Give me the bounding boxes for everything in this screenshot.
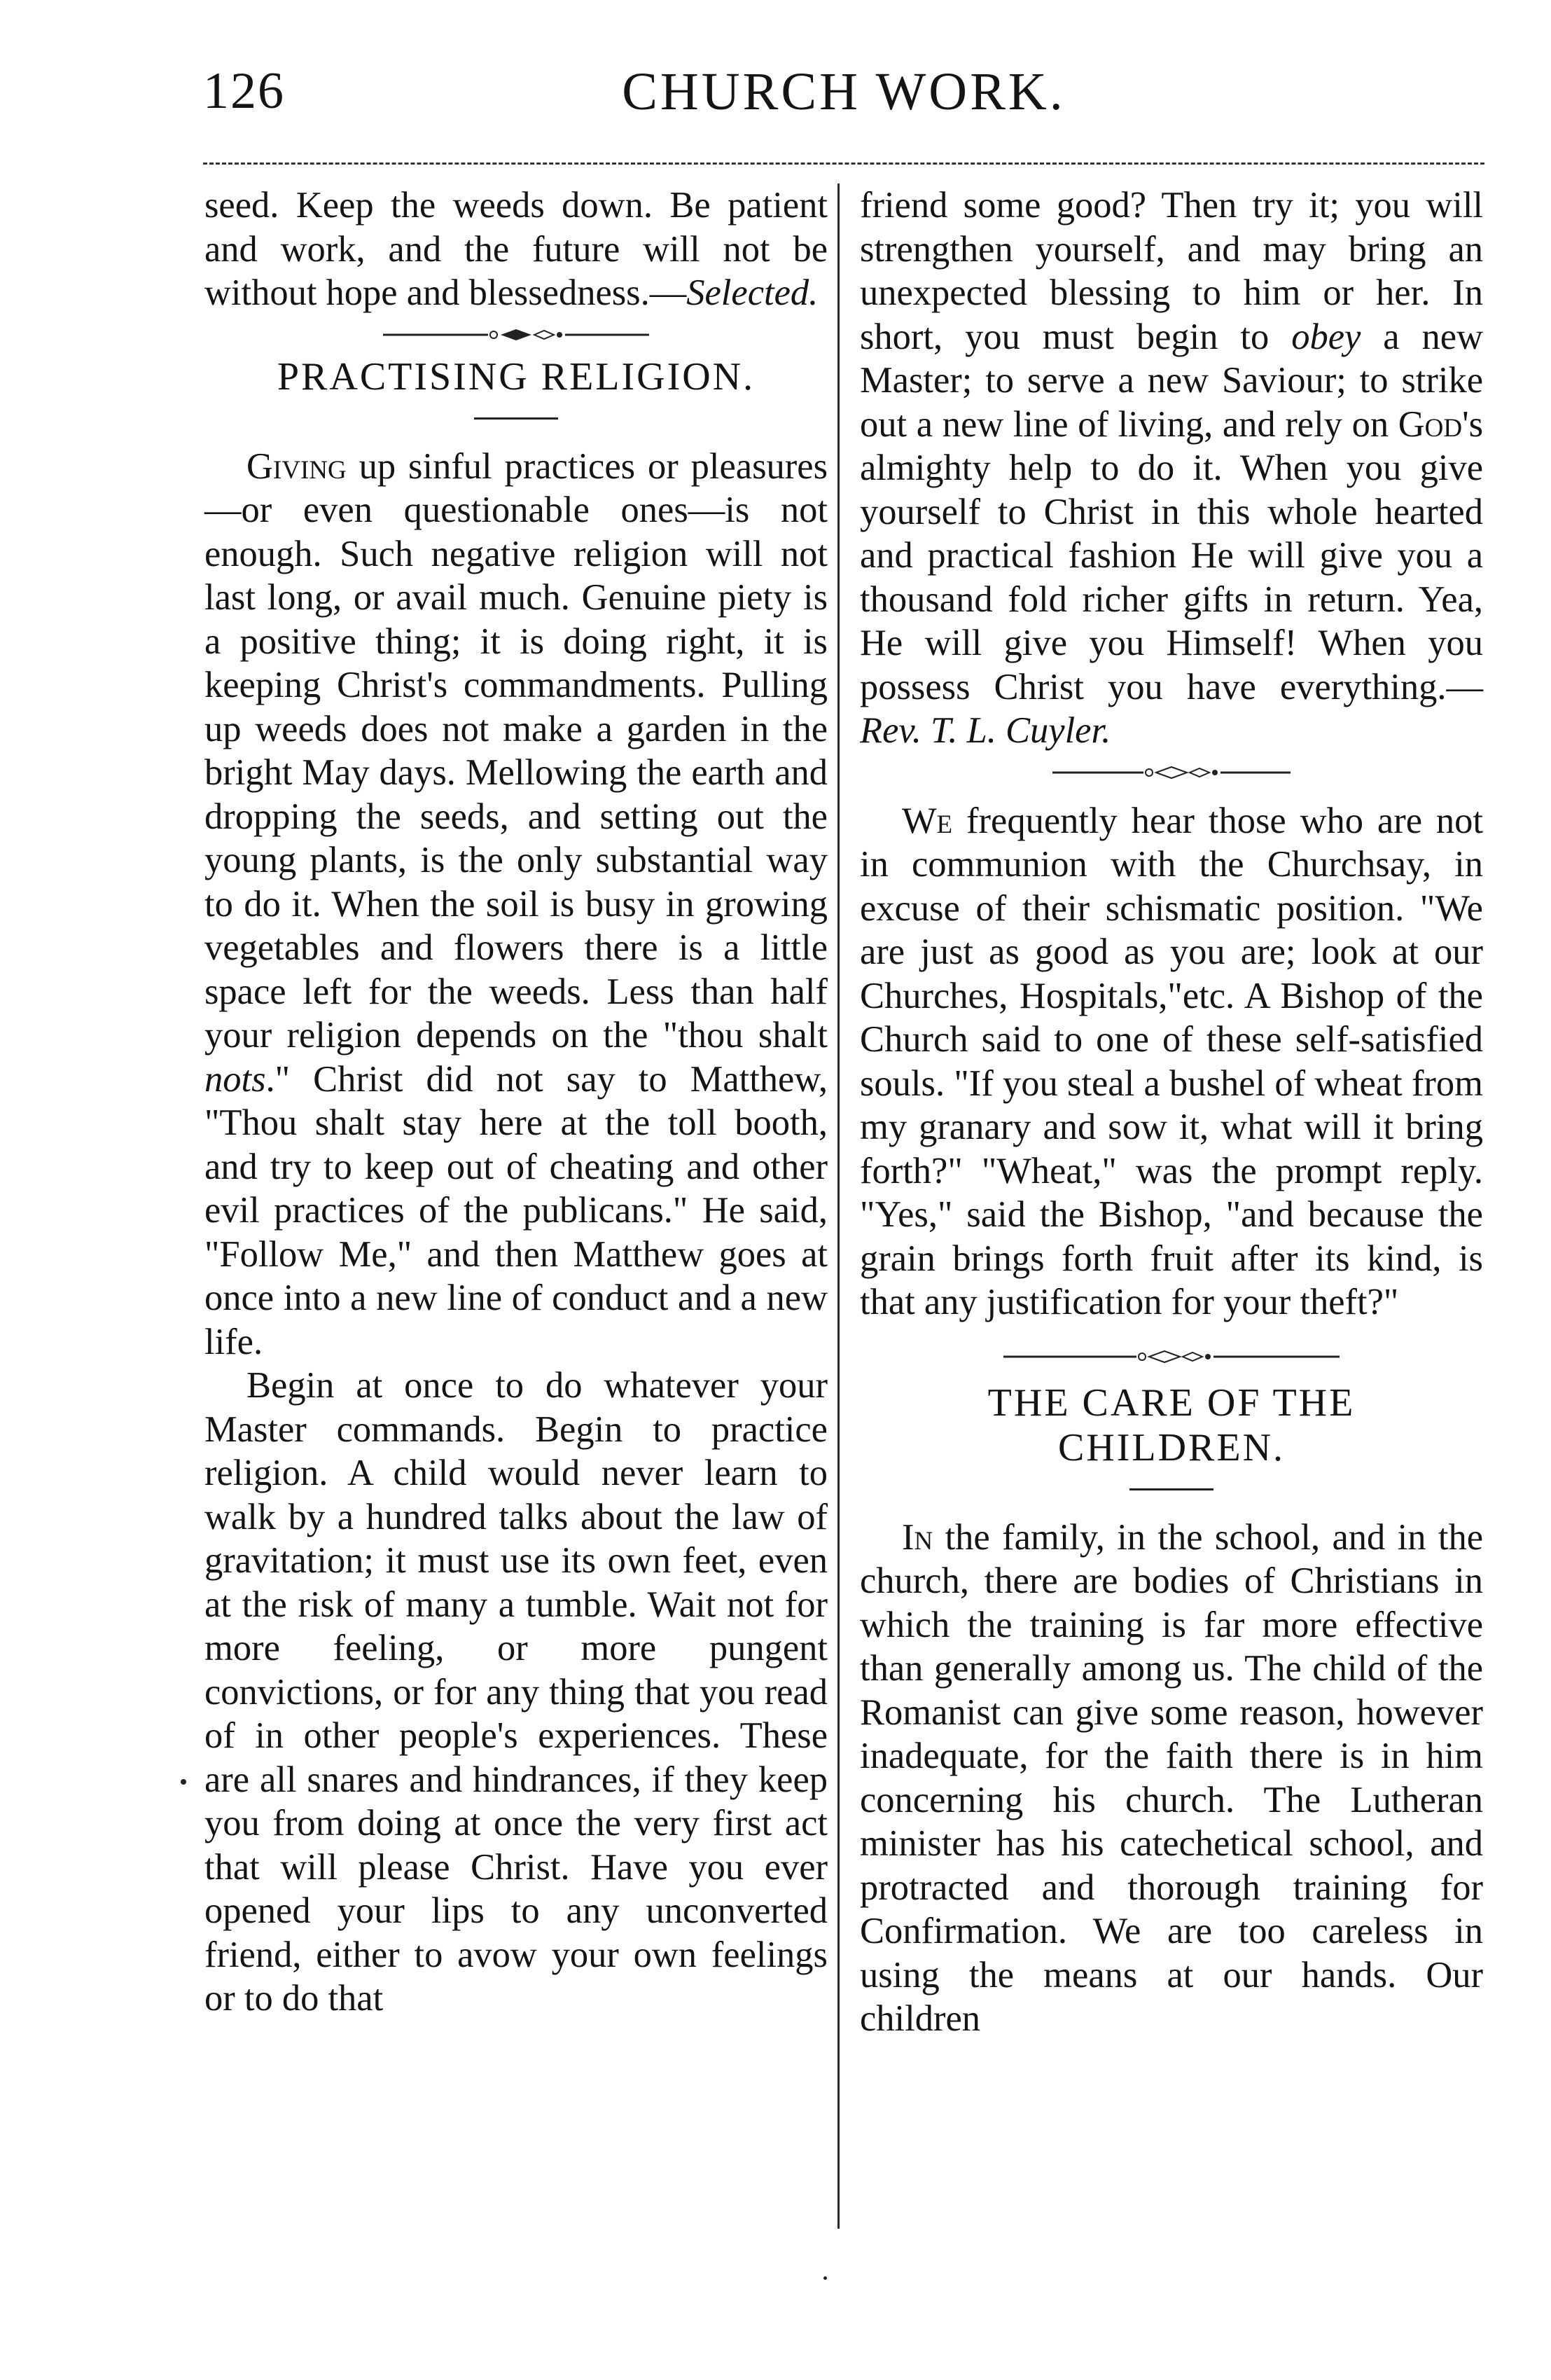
article2-p1-text: the family, in the school, and in the church, there are bodies of Christians in which the training is far more effective than generally among us. The child of the Romanist can give some reason, however inadequate, for the faith there is in him concerning his church. The Lutheran minister has his catechetical school, and protracted and thorough training for Confirmation. We are too careless in using the means at our hands. Our children xyxy=(860,1516,1483,2039)
article1-paragraph-1 xyxy=(204,445,828,1364)
margin-dot xyxy=(181,1779,186,1785)
title-rule-1 xyxy=(474,417,558,420)
page-number: 126 xyxy=(203,62,285,120)
ornament-divider-1 xyxy=(204,321,828,349)
continued-god: God xyxy=(1398,403,1463,445)
continued-italic-obey: obey xyxy=(1291,316,1361,357)
article1-p1-end: ." Christ did not say to Matthew, "Thou shalt stay here at the toll booth, and try to keep out of cheating and other evil practices of the publicans." He said, "Follow Me," and then Matthew goes at once into a new line of conduct and a new life. xyxy=(204,1058,828,1362)
bishop-text: frequently hear those who are not in communion with the Churchsay, in excuse of their schismatic position. "We are just as good as you are; look at our Churches, Hospitals,"etc. A Bishop of the Church said to one of these self-satisfied souls. "If you steal a bushel of wheat from my granary and sow it, what will it bring forth?" "Wheat," was the prompt reply. "Yes," said the Bishop, "and because the grain brings forth fruit after its kind, is that any justification for your theft?" xyxy=(860,800,1483,1322)
opening-paragraph xyxy=(204,184,828,315)
continued-paragraph xyxy=(860,184,1483,753)
article2-paragraph-1 xyxy=(860,1516,1483,2041)
left-column xyxy=(204,184,828,2021)
opening-text: seed. Keep the weeds down. Be patient and work, and the future will not be without hope and blessedness.— xyxy=(204,185,828,313)
continued-text-b: a new Master; to serve a new Saviour; to strike out a new line of living, and rely on xyxy=(860,316,1483,445)
right-column xyxy=(860,184,1483,2041)
column-divider xyxy=(837,184,840,2229)
ornament-divider-2 xyxy=(860,759,1483,787)
article2-dropcap: In xyxy=(902,1516,933,1558)
footer-dot xyxy=(823,2276,827,2280)
article1-dropcap: Giving xyxy=(246,445,347,487)
header-rule xyxy=(203,162,1484,165)
ornament-divider-3 xyxy=(860,1343,1483,1371)
article-title-practising-religion: PRACTISING RELIGION. xyxy=(277,354,756,399)
bishop-paragraph xyxy=(860,799,1483,1324)
bishop-dropcap: We xyxy=(902,800,953,841)
title-rule-2 xyxy=(1129,1488,1213,1490)
article2-title-line-1: THE CARE OF THE xyxy=(987,1381,1356,1425)
page-header xyxy=(203,62,1484,139)
article1-p1-text: up sinful practices or pleasures—or even questionable ones—is not enough. Such negative religion will not last long, or avail much. Genuine piety is a positive thing; it is doing right, it is keeping Christ's commandments. Pulling up weeds does not make a garden in the bright May days. Mellowing the earth and dropping the seeds, and setting out the young plants, is the only substantial way to do it. When the soil is busy in growing vegetables and flowers there is a little space left for the weeds. Less than half your religion depends on the "thou shalt xyxy=(204,445,828,1056)
running-title: CHURCH WORK. xyxy=(622,62,1066,121)
continued-text-c: 's almighty help to do it. When you give yourself to Christ in this whole hearted and practical fashion He will give you a thousand fold richer gifts in return. Yea, He will give you Himself! When you possess Christ you have everything.— xyxy=(860,403,1483,707)
opening-attribution: Selected. xyxy=(686,272,819,313)
article1-paragraph-2: Begin at once to do whatever your Master commands. Begin to practice religion. A child would never learn to walk by a hundred talks about the law of gravitation; it must use its own feet, even at the risk of many a tumble. Wait not for more feeling, or more pungent convictions, or for any thing that you read of in other people's experiences. These are all snares and hindrances, if they keep you from doing at once the very first act that will please Christ. Have you ever opened your lips to any unconverted friend, either to avow your own feelings or to do that xyxy=(204,1365,828,2019)
article1-p1-italic: nots xyxy=(204,1058,266,1100)
continued-attribution: Rev. T. L. Cuyler. xyxy=(860,710,1111,751)
continued-text-a: friend some good? Then try it; you will strengthen yourself, and may bring an unexpected blessing to him or her. In short, you must begin to xyxy=(860,185,1483,357)
article2-title-line-2: CHILDREN. xyxy=(1057,1425,1286,1469)
article-title-care-of-children xyxy=(860,1381,1483,1470)
